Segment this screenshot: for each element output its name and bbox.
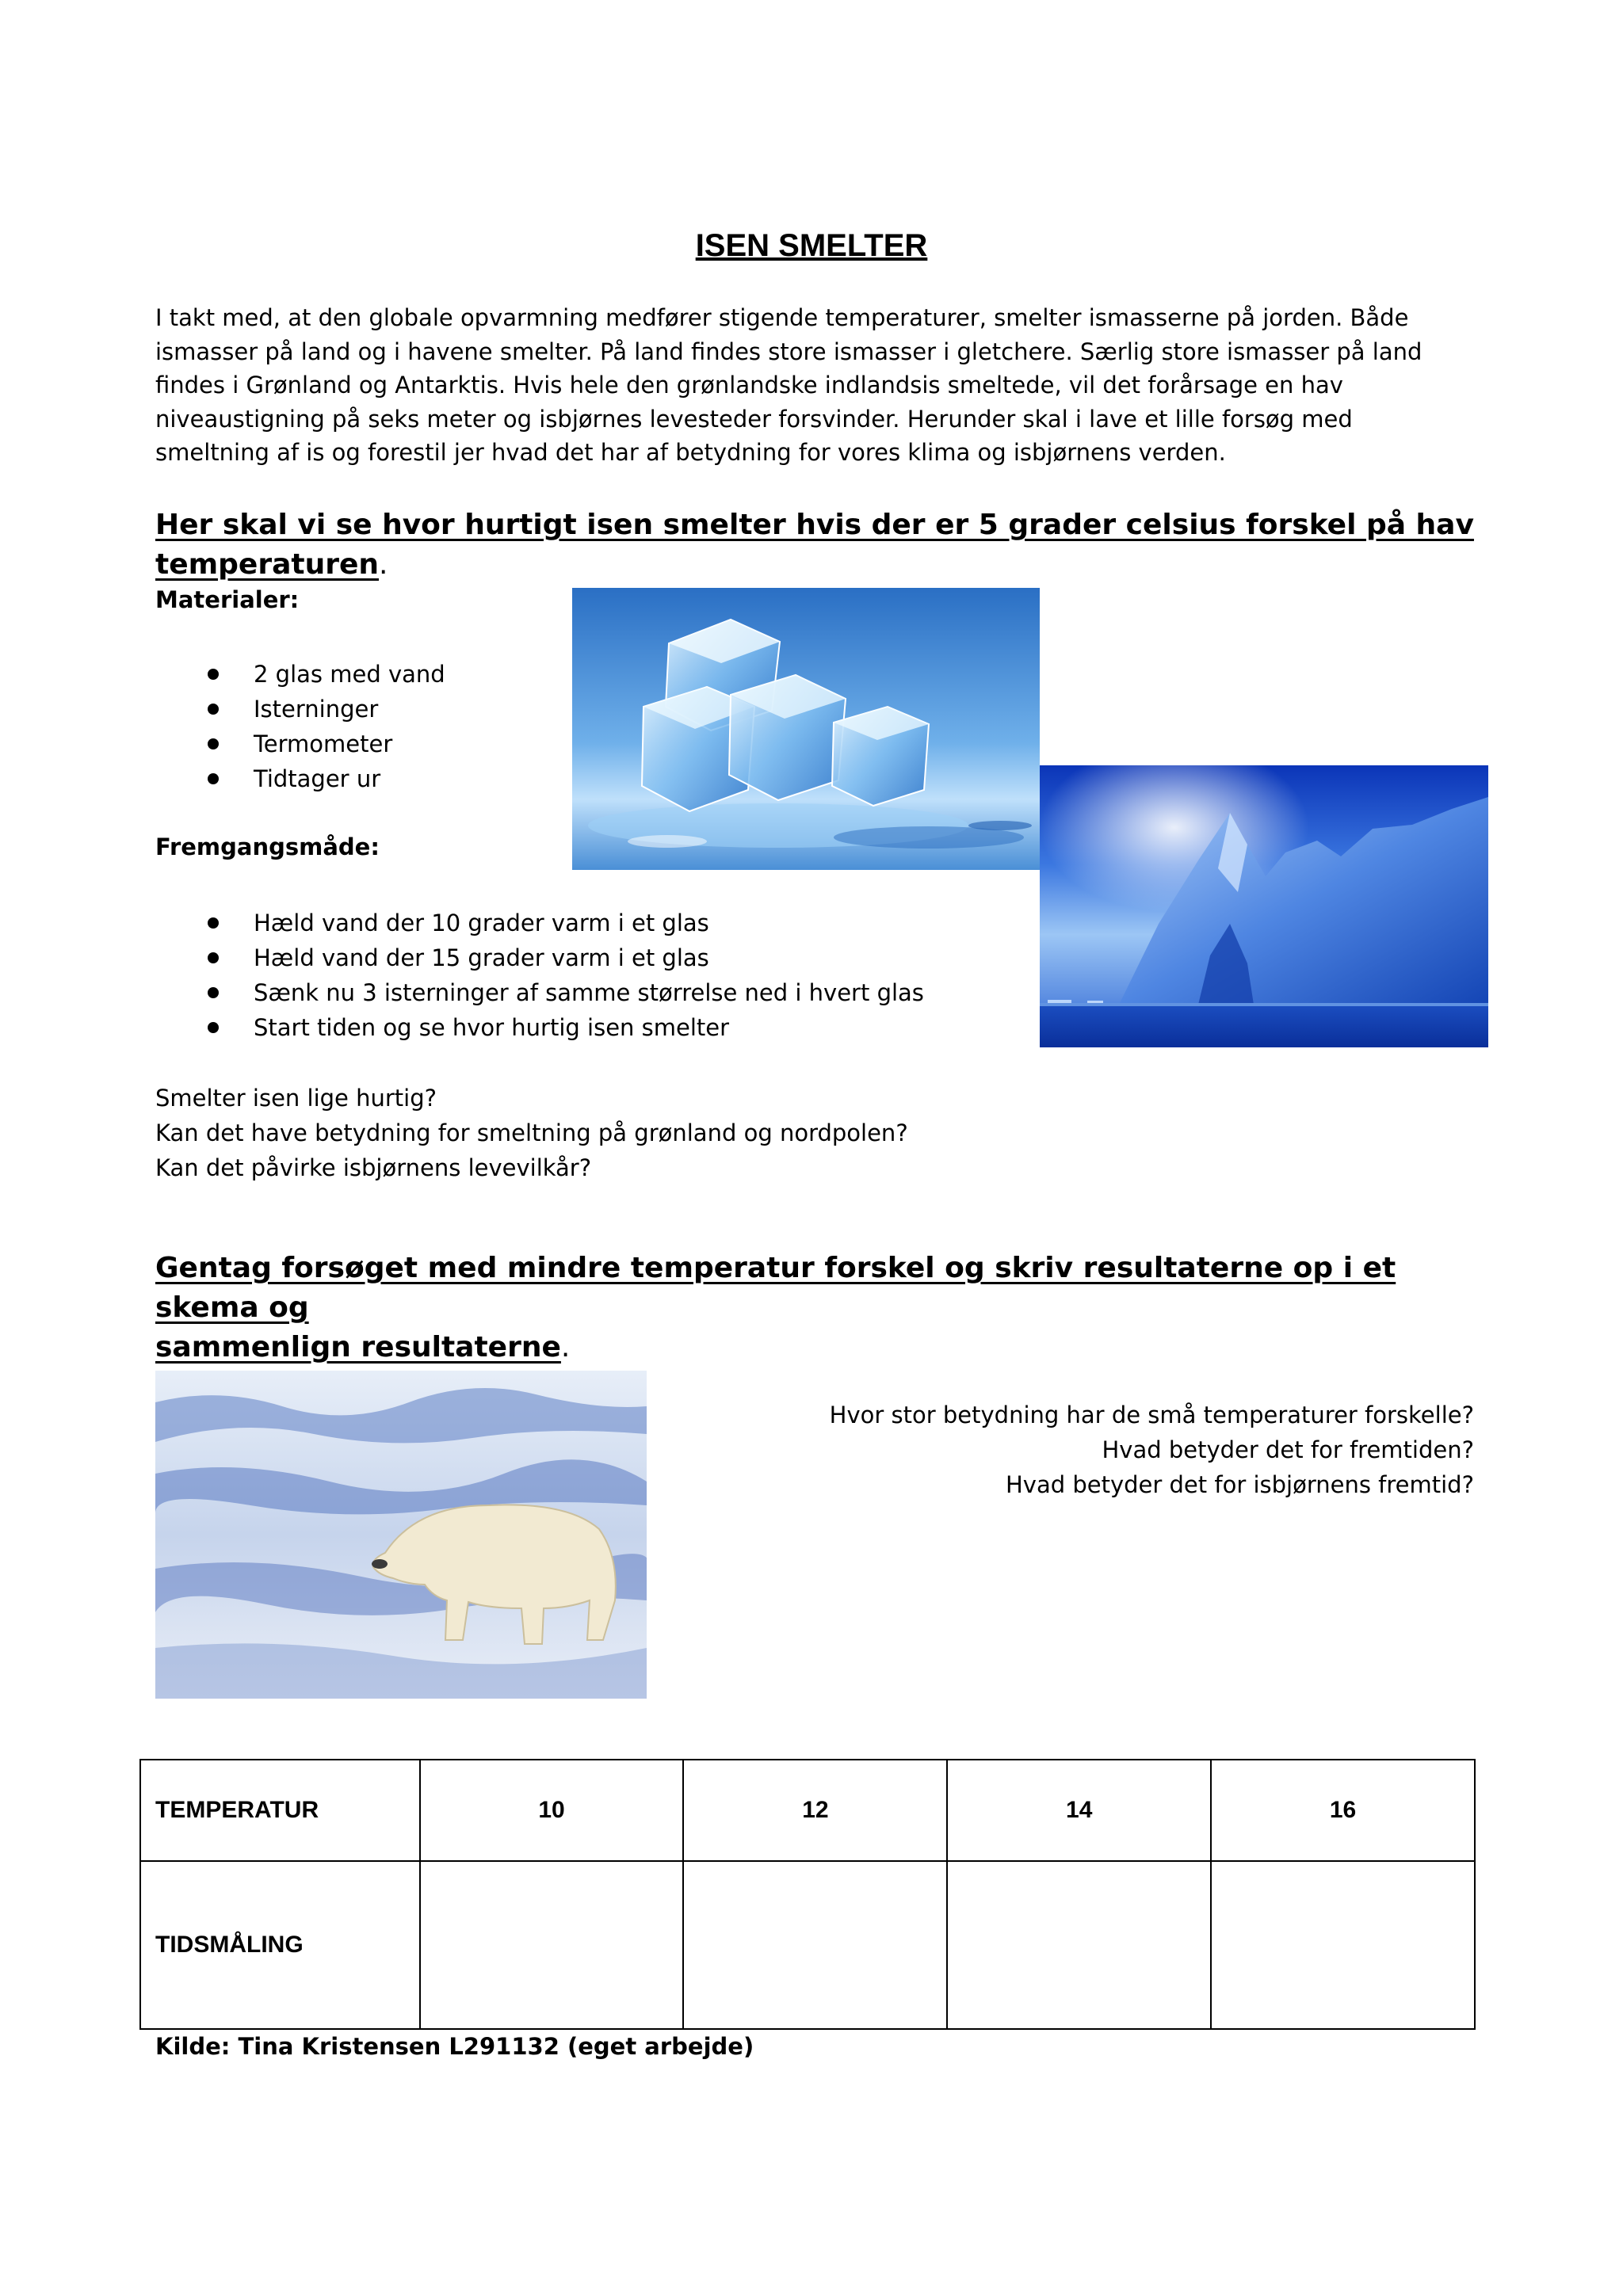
- question-line: Hvad betyder det for fremtiden?: [1102, 1436, 1474, 1463]
- question-line: Hvad betyder det for isbjørnens fremtid?: [1005, 1471, 1474, 1498]
- procedure-item: Sænk nu 3 isterninger af samme størrelse ned i hvert glas: [155, 975, 924, 1010]
- heading-repeat-line1: [155, 1249, 1503, 1328]
- questions-block-1: [155, 1081, 908, 1185]
- question-line: Kan det påvirke isbjørnens levevilkår?: [155, 1154, 592, 1181]
- time-header: TIDSMÅLING: [140, 1861, 420, 2029]
- procedure-label: Fremgangsmåde:: [155, 833, 380, 860]
- temperature-header: TEMPERATUR: [140, 1760, 420, 1861]
- heading-experiment-text: Her skal vi se hvor hurtigt isen smelter hvis der er 5 grader celsius forskel på hav temperaturen: [155, 509, 1474, 581]
- procedure-item: Hæld vand der 15 grader varm i et glas: [155, 940, 924, 975]
- temperature-cell: 12: [683, 1760, 947, 1861]
- questions-block-2: [682, 1398, 1474, 1502]
- temperature-cell: 14: [947, 1760, 1211, 1861]
- materials-item: Termometer: [155, 727, 445, 761]
- table-row-temperature: [140, 1760, 1475, 1861]
- heading-repeat-period: .: [560, 1331, 571, 1363]
- materials-list: [155, 657, 445, 796]
- procedure-item: Start tiden og se hvor hurtig isen smelter: [155, 1010, 924, 1045]
- question-line: Smelter isen lige hurtig?: [155, 1085, 437, 1112]
- time-cell: [947, 1861, 1211, 2029]
- intro-paragraph: I takt med, at den globale opvarmning medfører stigende temperaturer, smelter ismasserne på jorden. Både ismasser på land og i havene smelter. På land findes store ismasser i gletchere. Særlig store ismasser på land findes i Grønland og Antarktis. Hvis hele den grønlandske indlandsis smeltede, vil det forårsage en hav niveaustigning på seks meter og isbjørnes levesteder forsvinder. Herunder skal i lave et lille forsøg med smeltning af is og forestil jer hvad det har af betydning for vores klima og isbjørnens verden.: [155, 304, 1423, 466]
- heading-repeat: [155, 1249, 1503, 1367]
- heading-repeat-line2: [155, 1328, 1503, 1367]
- iceberg-image: [1040, 765, 1488, 1047]
- question-line: Kan det have betydning for smeltning på grønland og nordpolen?: [155, 1119, 908, 1146]
- question-line: Hvor stor betydning har de små temperaturer forskelle?: [829, 1402, 1474, 1428]
- materials-item: Tidtager ur: [155, 761, 445, 796]
- temperature-cell: 16: [1211, 1760, 1475, 1861]
- materials-item: 2 glas med vand: [155, 657, 445, 692]
- time-cell: [683, 1861, 947, 2029]
- ice-cubes-image: [572, 588, 1040, 870]
- polar-bear-image: [155, 1371, 647, 1699]
- time-cell: [1211, 1861, 1475, 2029]
- heading-repeat-line2-text: sammenlign resultaterne: [155, 1331, 561, 1363]
- heading-experiment: [155, 505, 1503, 585]
- heading-experiment-period: .: [379, 548, 388, 581]
- page-title: ISEN SMELTER: [695, 228, 928, 263]
- procedure-list: [155, 906, 924, 1045]
- table-row-time: [140, 1861, 1475, 2029]
- materials-label: Materialer:: [155, 586, 300, 613]
- time-cell: [420, 1861, 684, 2029]
- heading-repeat-line1-text: Gentag forsøget med mindre temperatur forskel og skriv resultaterne op i et skema og: [155, 1252, 1396, 1324]
- procedure-item: Hæld vand der 10 grader varm i et glas: [155, 906, 924, 940]
- temperature-cell: 10: [420, 1760, 684, 1861]
- source-credit: Kilde: Tina Kristensen L291132 (eget arbejde): [155, 2033, 754, 2060]
- results-table: [139, 1759, 1476, 2030]
- materials-item: Isterninger: [155, 692, 445, 727]
